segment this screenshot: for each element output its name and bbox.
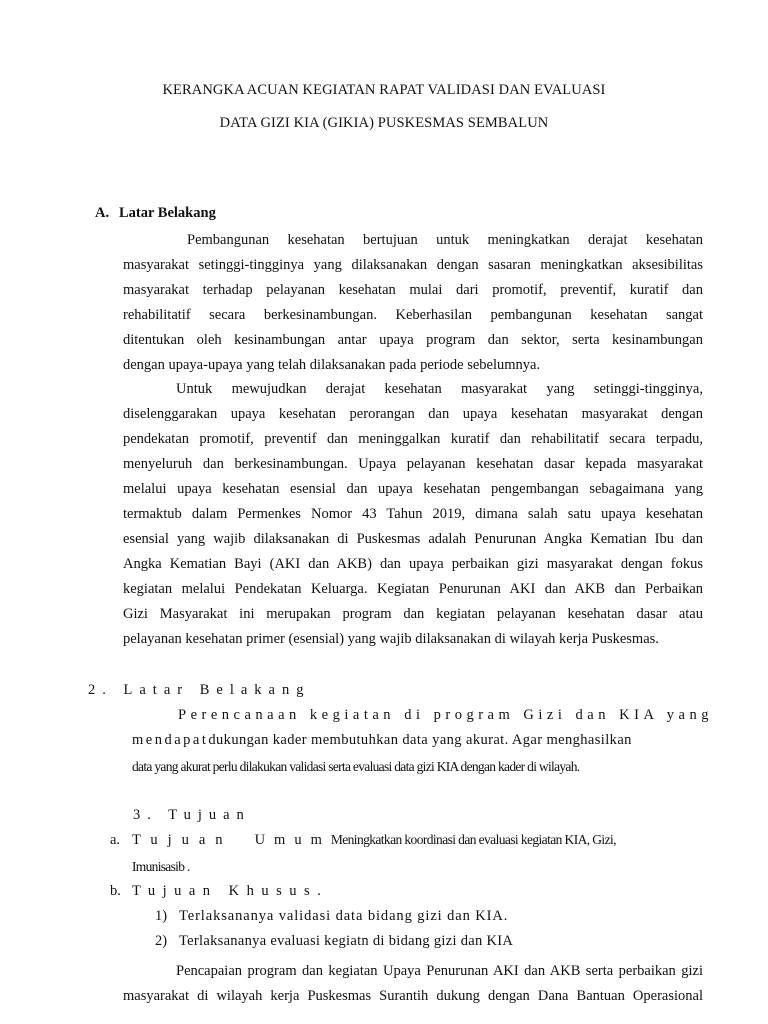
item-b-marker: b. [110,883,121,899]
section-2-line-2-rest: dukungan kader membutuhkan data yang akurat. Agar menghasilkan [208,732,632,748]
paragraph-line: melalui upaya kesehatan esensial dan upaya kesehatan pengembangan sebagaimana yang [123,481,703,497]
subitem-text: Terlaksananya evaluasi kegiatn di bidang gizi dan KIA [179,933,514,949]
subitem-number: 2) [155,933,168,949]
section-3-heading: 3. Tujuan [133,807,251,823]
document-title-line-1: KERANGKA ACUAN KEGIATAN RAPAT VALIDASI DAN EVALUASI [162,82,606,98]
subitem-text: Terlaksananya validasi data bidang gizi dan KIA. [179,908,509,924]
paragraph-line: Pembangunan kesehatan bertujuan untuk meningkatkan derajat kesehatan [187,232,703,248]
paragraph-line: kegiatan melalui Pendekatan Keluarga. Kegiatan Penurunan AKI dan AKB dan Perbaikan [123,581,703,597]
paragraph-line: Angka Kematian Bayi (AKI dan AKB) dan upaya perbaikan gizi masyarakat dengan fokus [123,556,703,572]
paragraph-line: rehabilitatif secara berkesinambungan. Keberhasilan pembangunan kesehatan sangat [123,307,703,323]
section-3-closing-paragraph [123,959,703,1009]
paragraph-line: pendekatan promotif, preventif dan meninggalkan kuratif dan rehabilitatif secara terpadu, [123,431,703,447]
paragraph-line: Gizi Masyarakat ini merupakan program dan kegiatan pelayanan kesehatan dasar atau [123,606,703,622]
paragraph-line: masyarakat di wilayah kerja Puskesmas Surantih dukung dengan Dana Bantuan Operasional [123,988,703,1004]
section-2-line-2-spaced: mendapat [132,732,209,748]
section-a-title: Latar Belakang [119,205,216,221]
paragraph-line: Untuk mewujudkan derajat kesehatan masyarakat yang setinggi-tingginya, [176,381,703,397]
section-3-subitem-1 [155,908,508,925]
section-2-line-1: Perencanaan kegiatan di program Gizi dan KIA yang [178,707,713,723]
section-3-item-b [110,883,328,900]
section-3-subitem-2 [155,933,513,950]
paragraph-line: menyeluruh dan berkesinambungan. Upaya pelayanan kesehatan dasar kepada masyarakat [123,456,703,472]
paragraph-line: ditentukan oleh kesinambungan antar upaya program dan sektor, serta kesinambungan [123,332,703,348]
paragraph-line: masyarakat terhadap pelayanan kesehatan mulai dari promotif, preventif, kuratif dan [123,282,703,298]
section-3-item-a-continued: Imunisasib . [132,859,190,874]
section-a-paragraph-1 [123,228,703,378]
paragraph-line: dengan upaya-upaya yang telah dilaksanakan pada periode sebelumnya. [123,357,541,373]
section-3-item-a [110,832,714,849]
section-2-heading: 2. Latar Belakang [88,682,311,698]
section-a-letter: A. [95,205,110,221]
section-a-heading [95,205,216,222]
item-b-label: Tujuan Khusus. [132,883,329,899]
item-a-marker: a. [110,832,121,848]
paragraph-line: masyarakat setinggi-tingginya yang dilaksanakan dengan sasaran meningkatkan aksesibilitas [123,257,703,273]
item-a-umum: Umum [254,832,331,848]
item-a-label: Tujuan [132,832,233,848]
paragraph-line: termaktub dalam Permenkes Nomor 43 Tahun 2019, dimana salah satu upaya kesehatan [123,506,703,522]
paragraph-line: esensial yang wajib dilaksanakan di Puskesmas adalah Penurunan Angka Kematian Ibu dan [123,531,703,547]
item-a-text: Meningkatkan koordinasi dan evaluasi kegiatan KIA, Gizi, [330,832,616,847]
section-2-line-2 [132,732,713,749]
paragraph-line: pelayanan kesehatan primer (esensial) yang wajib dilaksanakan di wilayah kerja Puskesmas. [123,631,659,647]
paragraph-line: Pencapaian program dan kegiatan Upaya Penurunan AKI dan AKB serta perbaikan gizi [176,963,703,979]
paragraph-line: diselenggarakan upaya kesehatan perorangan dan upaya kesehatan masyarakat dengan [123,406,703,422]
document-title-line-2: DATA GIZI KIA (GIKIA) PUSKESMAS SEMBALUN [219,115,549,131]
section-a-paragraph-2 [123,377,703,652]
subitem-number: 1) [155,908,168,924]
section-2-line-3: data yang akurat perlu dilakukan validasi serta evaluasi data gizi KIA dengan kader di wilayah. [132,759,580,774]
